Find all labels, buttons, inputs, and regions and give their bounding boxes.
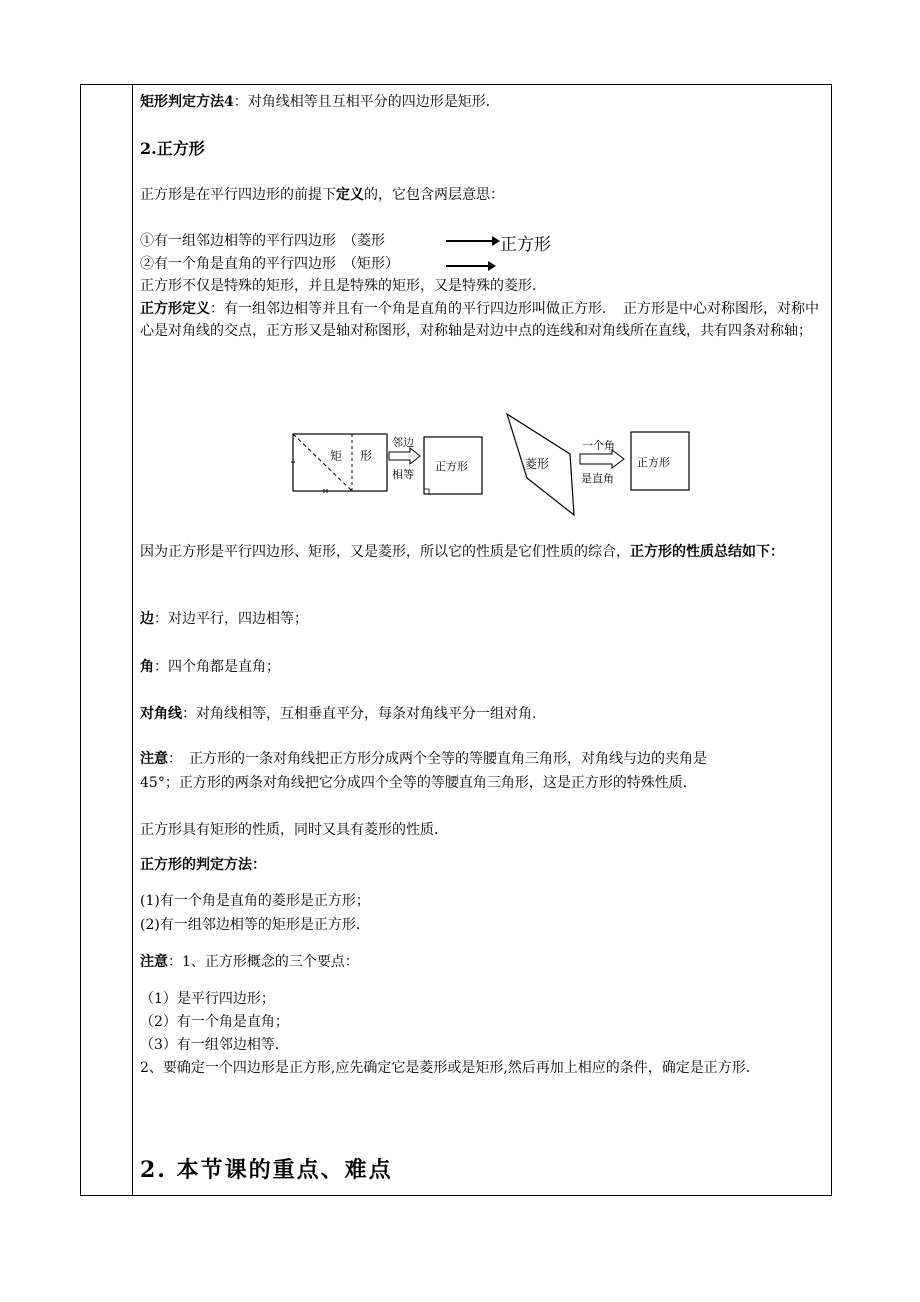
- column-divider: [132, 84, 133, 1196]
- note-1-line-1: 注意： 正方形的一条对角线把正方形分成两个全等的等腰直角三角形，对角线与边的夹角是: [140, 751, 707, 767]
- rect-char-2: 形: [360, 449, 373, 463]
- special-line: 正方形不仅是特殊的矩形，并且是特殊的矩形，又是特殊的菱形．: [140, 278, 546, 294]
- section-title-square: 2.正方形: [140, 139, 205, 158]
- note-2-line-2: 2、要确定一个四边形是正方形,应先确定它是菱形或是矩形,然后再加上相应的条件，确定是正方形.: [140, 1060, 751, 1076]
- property-angle: 角：四个角都是直角；: [140, 659, 280, 675]
- square1-label: 正方形: [435, 460, 468, 473]
- judge-1: (1)有一个角是直角的菱形是正方形；: [140, 893, 370, 909]
- judge-title: 正方形的判定方法：: [140, 857, 266, 873]
- right-angle-mark: [424, 489, 429, 494]
- note-1-line-2: 45°；正方形的两条对角线把它分成四个全等的等腰直角三角形，这是正方形的特殊性质．: [140, 775, 697, 791]
- meaning-2: ②有一个角是直角的平行四边形 （矩形）: [140, 256, 399, 272]
- point-3: （3）有一组邻边相等．: [140, 1037, 289, 1053]
- arrow2-bottom-label: 是直角: [581, 472, 614, 485]
- judge-2: (2)有一组邻边相等的矩形是正方形．: [140, 917, 370, 933]
- arrow1-bottom-label: 相等: [392, 468, 414, 481]
- rect-method-4: 矩形判定方法4：对角线相等且互相平分的四边形是矩形．: [140, 94, 500, 110]
- arrow-right-icon: [446, 240, 498, 242]
- rectangle-diagonal: [293, 434, 352, 491]
- square-derivation-diagram: [288, 404, 718, 516]
- square2-label: 正方形: [637, 456, 670, 469]
- arrow1-top-label: 邻边: [392, 436, 414, 449]
- square-definition: 正方形定义：有一组邻边相等并且有一个角是直角的平行四边形叫做正方形． 正方形是中心对称图形，对称中心是对角线的交点，正方形又是轴对称图形，对称轴是对边中点的连线和对角线所在直线，共有四条对称轴；: [140, 301, 819, 339]
- property-diagonal: 对角线：对角线相等，互相垂直平分，每条对角线平分一组对角．: [140, 706, 546, 722]
- because-paragraph: 因为正方形是平行四边形、矩形，又是菱形，所以它的性质是它们性质的综合，正方形的性质总结如下：: [140, 544, 784, 560]
- intro-paragraph: 正方形是在平行四边形的前提下定义的，它包含两层意思：: [140, 187, 504, 203]
- note-2: 注意：1、正方形概念的三个要点：: [140, 954, 359, 970]
- arrow-right-icon: [446, 265, 494, 267]
- meaning-result: 正方形: [500, 235, 551, 255]
- hollow-arrow-icon: [580, 450, 624, 468]
- rect-char-1: 矩: [330, 449, 343, 463]
- point-2: （2）有一个角是直角；: [140, 1014, 289, 1030]
- property-side: 边：对边平行，四边相等；: [140, 611, 308, 627]
- meaning-1: ①有一组邻边相等的平行四边形 （菱形: [140, 233, 385, 249]
- arrow2-top-label: 一个角: [582, 439, 615, 452]
- section-key-points: 2. 本节课的重点、难点: [140, 1157, 393, 1183]
- point-1: （1）是平行四边形；: [140, 991, 275, 1007]
- hollow-arrow-icon: [389, 448, 420, 464]
- has-properties: 正方形具有矩形的性质，同时又具有菱形的性质．: [140, 822, 448, 838]
- rhombus-label: 菱形: [525, 457, 550, 471]
